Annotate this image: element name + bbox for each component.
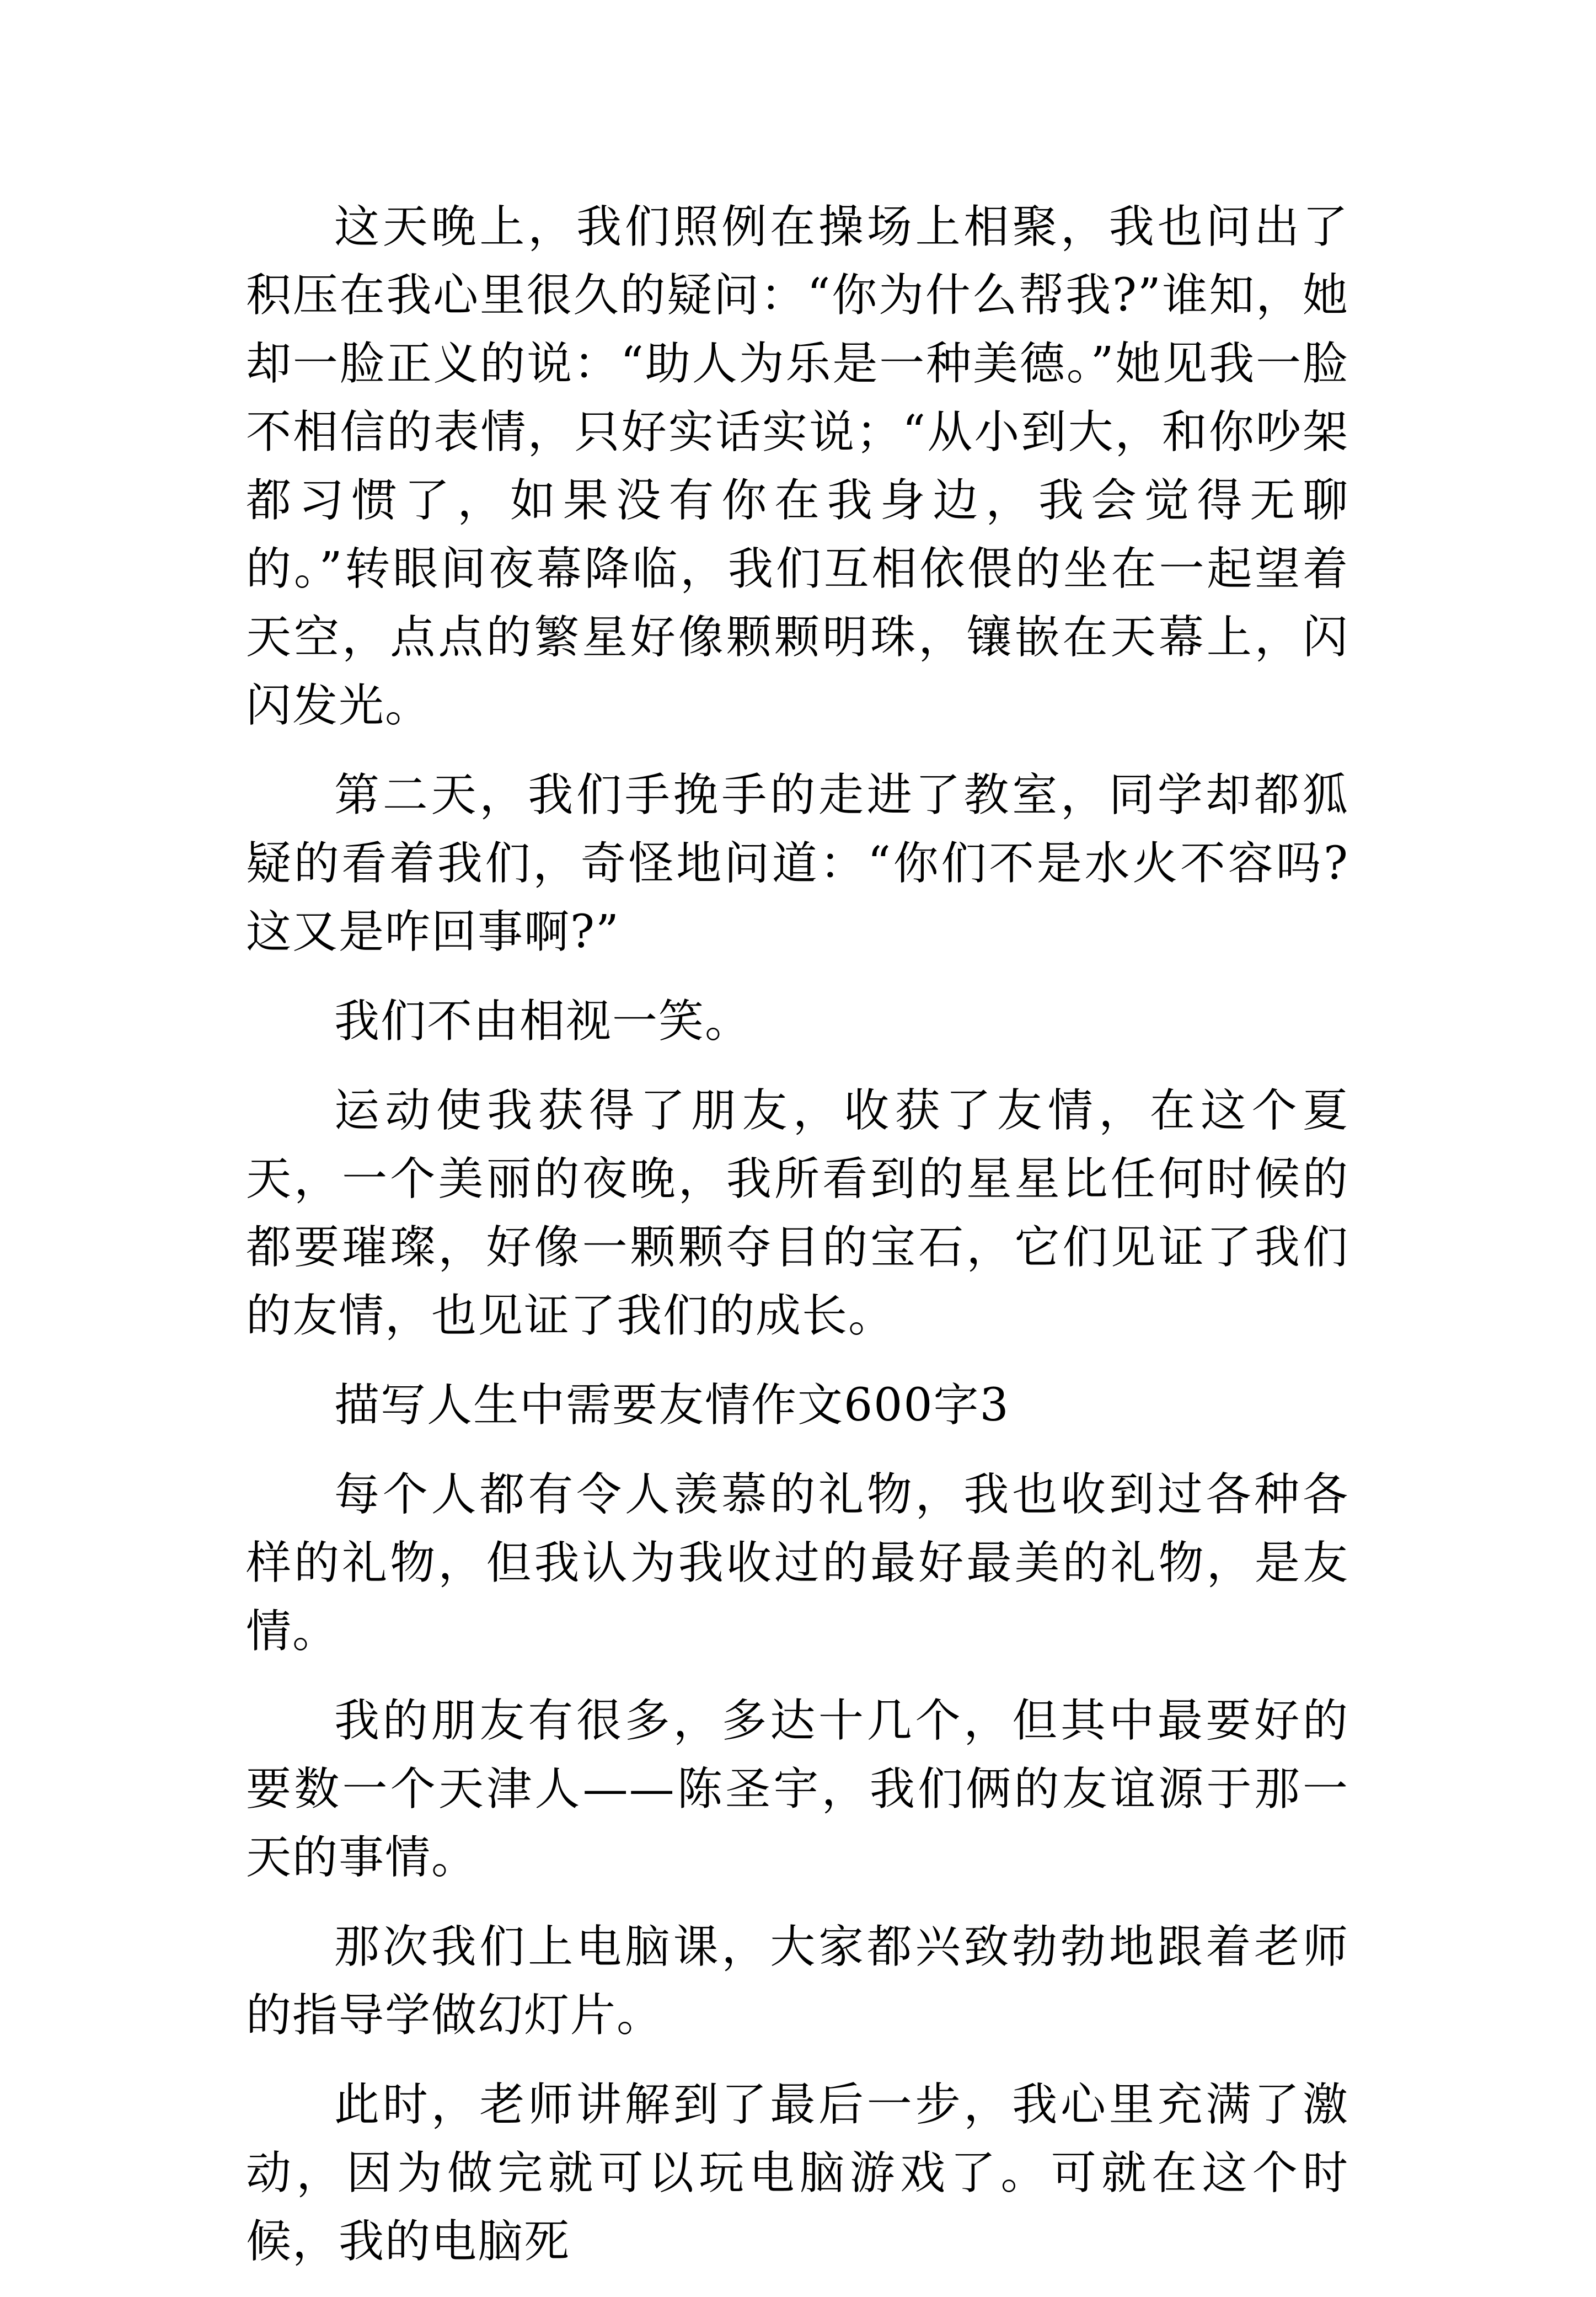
- paragraph-evening-question: 这天晚上，我们照例在操场上相聚，我也问出了积压在我心里很久的疑问：“你为什么帮我?”谁知，她却一脸正义的说：“助人为乐是一种美德。”她见我一脸不相信的表情，只好实话实说；“从小到大，和你吵架都习惯了，如果没有你在我身边，我会觉得无聊的。”转眼间夜幕降临，我们互相依偎的坐在一起望着天空，点点的繁星好像颗颗明珠，镶嵌在天幕上，闪闪发光。: [246, 201, 1349, 732]
- paragraph-last-step: 此时，老师讲解到了最后一步，我心里充满了激动，因为做完就可以玩电脑游戏了。可就在这个时候，我的电脑死: [246, 2079, 1349, 2268]
- paragraph-friends: 我的朋友有很多，多达十几个，但其中最要好的要数一个天津人——陈圣宇，我们俩的友谊源于那一天的事情。: [246, 1695, 1349, 1884]
- paragraph-conclusion: 运动使我获得了朋友，收获了友情，在这个夏天，一个美丽的夜晚，我所看到的星星比任何时候的都要璀璨，好像一颗颗夺目的宝石，它们见证了我们的友情，也见证了我们的成长。: [246, 1085, 1349, 1342]
- paragraph-smile: 我们不由相视一笑。: [334, 995, 752, 1048]
- paragraph-gift: 每个人都有令人羡慕的礼物，我也收到过各种各样的礼物，但我认为我收过的最好最美的礼物，是友情。: [246, 1468, 1349, 1658]
- section-title: 描写人生中需要友情作文600字3: [334, 1379, 1010, 1431]
- paragraph-computer-class: 那次我们上电脑课，大家都兴致勃勃地跟着老师的指导学做幻灯片。: [246, 1921, 1349, 2042]
- document-body: [246, 193, 1349, 2297]
- paragraph-next-day: 第二天，我们手挽手的走进了教室，同学却都狐疑的看着我们，奇怪地问道：“你们不是水火不容吗?这又是咋回事啊?”: [246, 769, 1349, 958]
